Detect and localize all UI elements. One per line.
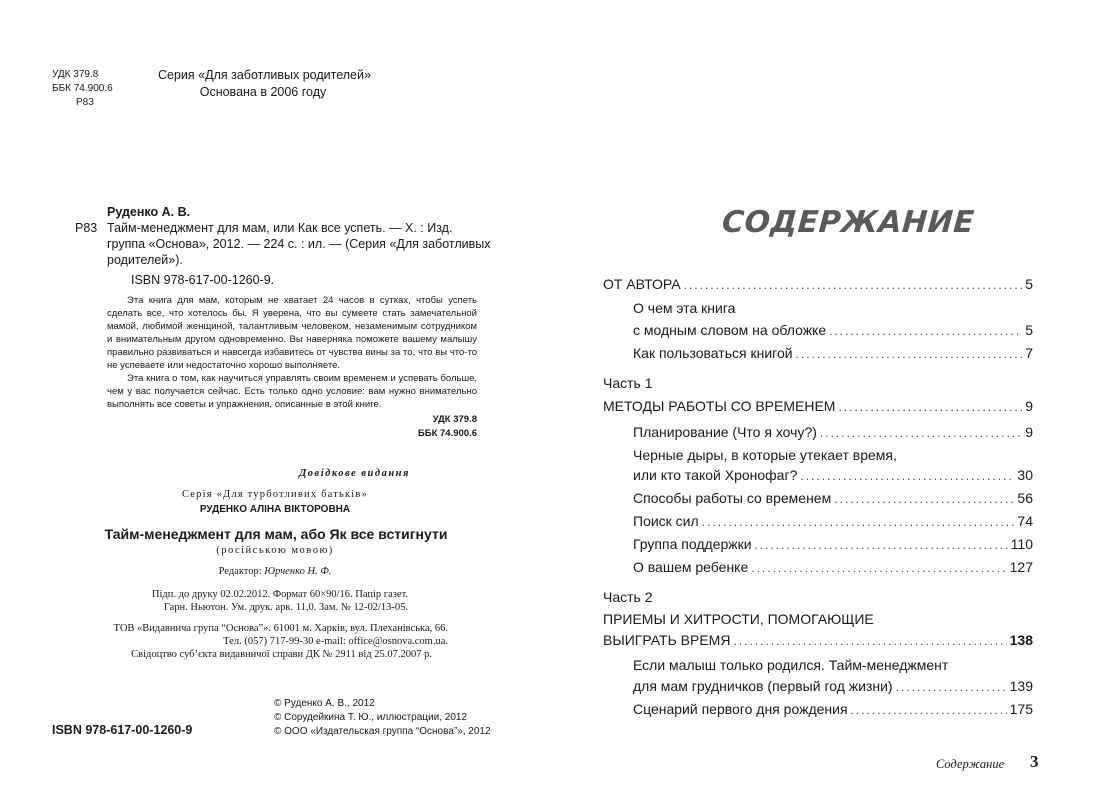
bbk-code: ББК 74.900.6 (52, 83, 113, 94)
series-header (158, 67, 371, 101)
toc-leader (796, 347, 1023, 361)
toc-leader (834, 492, 1014, 506)
toc-leader (896, 680, 1007, 694)
imprint-title: Тайм-менеджмент для мам, або Як все встигнути (104, 526, 448, 542)
toc-entry[interactable] (633, 345, 1033, 361)
toc-leader (733, 634, 1006, 648)
toc-page-number: 7 (1025, 345, 1033, 361)
toc-page-number: 5 (1025, 322, 1033, 338)
toc-entry[interactable] (603, 398, 1033, 414)
toc-page-number: 56 (1017, 490, 1033, 506)
toc-page-number: 5 (1025, 276, 1033, 292)
toc-entry[interactable] (603, 276, 1033, 292)
series-name: Серия «Для заботливых родителей» (158, 68, 371, 82)
print-detail-line: Підп. до друку 02.02.2012. Формат 60×90/16. Папір газет. (151, 589, 408, 600)
imprint-series: Серія «Для турботливих батьків» (181, 489, 369, 500)
toc-entry-title: Способы работы со временем (633, 490, 832, 506)
toc-entry-title: для мам грудничков (первый год жизни) (633, 678, 893, 694)
udk-code: УДК 379.8 (432, 414, 477, 425)
toc-entry-title: Группа поддержки (633, 536, 752, 552)
toc-entry-title: МЕТОДЫ РАБОТЫ СО ВРЕМЕНЕМ (603, 398, 836, 414)
toc-entry[interactable] (603, 632, 1033, 648)
toc-entry-title: О вашем ребенке (633, 559, 749, 575)
toc-entry-title: ПРИЕМЫ И ХИТРОСТИ, ПОМОГАЮЩИЕ (603, 611, 874, 627)
author-code: Р83 (75, 221, 98, 235)
copyright-block (274, 697, 491, 739)
toc-entry-title: Поиск сил (633, 513, 699, 529)
author-name: Руденко А. В. (107, 205, 191, 219)
print-detail-line: Гарн. Ньютон. Ум. друк. арк. 11,0. Зам. № 12-02/13-05. (163, 602, 408, 613)
toc-entry-title: О чем эта книга (633, 300, 736, 316)
toc-entry[interactable] (633, 701, 1033, 717)
toc-entry-title: Сценарий первого дня рождения (633, 701, 848, 717)
toc-entry[interactable] (633, 536, 1033, 552)
toc-entry-title: ВЫИГРАТЬ ВРЕМЯ (603, 632, 731, 648)
classification-right (380, 413, 477, 441)
imprint-language: (російською мовою) (216, 545, 334, 556)
toc-entry[interactable] (633, 559, 1033, 575)
print-details (100, 588, 408, 614)
toc-entry[interactable] (633, 490, 1033, 506)
toc-leader (851, 703, 1007, 717)
toc-page-number: 138 (1009, 632, 1033, 648)
publisher-details (60, 622, 448, 661)
toc-page-number: 139 (1009, 678, 1033, 694)
toc-entry-title: Черные дыры, в которые утекает время, (633, 447, 897, 463)
annotation-paragraph: Эта книга о том, как научиться управлять своим временем и успевать больше, чем у вас получается сейчас. Есть только одно условие: вам нужно внимательно выполнять все советы и упражнения, описанные в этой книге. (107, 373, 477, 410)
editor-label: Редактор: (218, 566, 262, 577)
isbn-line: ISBN 978-617-00-1260-9. (131, 273, 275, 287)
annotation-paragraph: Эта книга для мам, которым не хватает 24 часов в сутках, чтобы успеть сделать все, что хотелось бы. Я уверена, что вы сумеете стать замечательной мамой, любимой женщиной, талантливым человеком, незаменимым сотрудником и внимательным другом одновременно. Вы наверняка поможете вашему малышу правильно развиваться и навсегда избавитесь от чувства вины за то, что вы что-то не успеваете или недостаточно хорошо выполняете. (107, 295, 477, 371)
publisher-line: Свідоцтво суб’єкта видавничої справи ДК № 2911 від 25.07.2007 р. (131, 649, 432, 660)
copyright-line: © Сорудейкина Т. Ю., иллюстрации, 2012 (274, 712, 468, 723)
udk-code: УДК 379.8 (52, 69, 99, 80)
editor-line (150, 566, 400, 577)
publisher-line: ТОВ «Видавнича група “Основа”». 61001 м. Харків, вул. Плеханівська, 66. (113, 623, 448, 634)
running-footer: Содержание (936, 757, 1005, 771)
toc-page-number: 74 (1017, 513, 1033, 529)
toc-page-number: 9 (1025, 424, 1033, 440)
annotation (107, 294, 477, 411)
edition-kind-text: Довідкове видання (299, 468, 410, 479)
toc-entry[interactable] (633, 467, 1033, 483)
toc-leader (838, 400, 1022, 414)
toc-page-number: 110 (1010, 536, 1033, 552)
toc-entry-title: Планирование (Что я хочу?) (633, 424, 817, 440)
toc-entry-title: ОТ АВТОРА (603, 276, 681, 292)
bibliographic-record (107, 220, 491, 268)
toc-entry-title: или кто такой Хронофаг? (633, 467, 798, 483)
classification-block (52, 68, 113, 110)
part-label: Часть 2 (603, 589, 653, 605)
toc-page-number: 127 (1009, 559, 1033, 575)
page-number: 3 (1030, 752, 1039, 771)
toc-leader (800, 469, 1014, 483)
author-mark: Р83 (76, 97, 94, 108)
toc-entry-title: Если малыш только родился. Тайм-менеджмент (633, 657, 949, 673)
toc-entry-title: с модным словом на обложке (633, 322, 827, 338)
imprint-author: РУДЕНКО АЛІНА ВІКТОРОВНА (199, 504, 351, 515)
toc-leader (755, 538, 1008, 552)
toc-leader (751, 561, 1006, 575)
toc-page-number: 9 (1025, 398, 1033, 414)
contents-title: СОДЕРЖАНИЕ (720, 205, 976, 240)
toc-entry[interactable] (633, 424, 1033, 440)
bbk-code: ББК 74.900.6 (417, 428, 477, 439)
toc-page-number: 30 (1017, 467, 1033, 483)
toc-leader (820, 426, 1022, 440)
toc-leader (702, 515, 1015, 529)
toc-entry[interactable] (633, 513, 1033, 529)
toc-leader (684, 278, 1023, 292)
series-founded: Основана в 2006 году (199, 85, 327, 99)
biblio-line: родителей»). (107, 253, 183, 267)
edition-kind (100, 468, 477, 479)
isbn-bottom: ISBN 978-617-00-1260-9 (52, 723, 193, 737)
part-label: Часть 1 (603, 375, 653, 391)
copyright-line: © Руденко А. В., 2012 (274, 698, 375, 709)
biblio-line: группа «Основа», 2012. — 224 с. : ил. — (Серия «Для заботливых (107, 237, 491, 251)
toc-page-number: 175 (1009, 701, 1033, 717)
copyright-line: © ООО «Издательская группа “Основа”», 2012 (274, 726, 491, 737)
editor-name: Юрченко Н. Ф. (264, 566, 332, 577)
toc-entry[interactable] (633, 678, 1033, 694)
toc-entry[interactable] (633, 322, 1033, 338)
publisher-line: Тел. (057) 717-99-30 e-mail: office@osnova.com.ua. (223, 636, 448, 647)
toc-entry-title: Как пользоваться книгой (633, 345, 793, 361)
biblio-line: Тайм-менеджмент для мам, или Как все успеть. — Х. : Изд. (107, 221, 453, 235)
toc-leader (829, 324, 1022, 338)
